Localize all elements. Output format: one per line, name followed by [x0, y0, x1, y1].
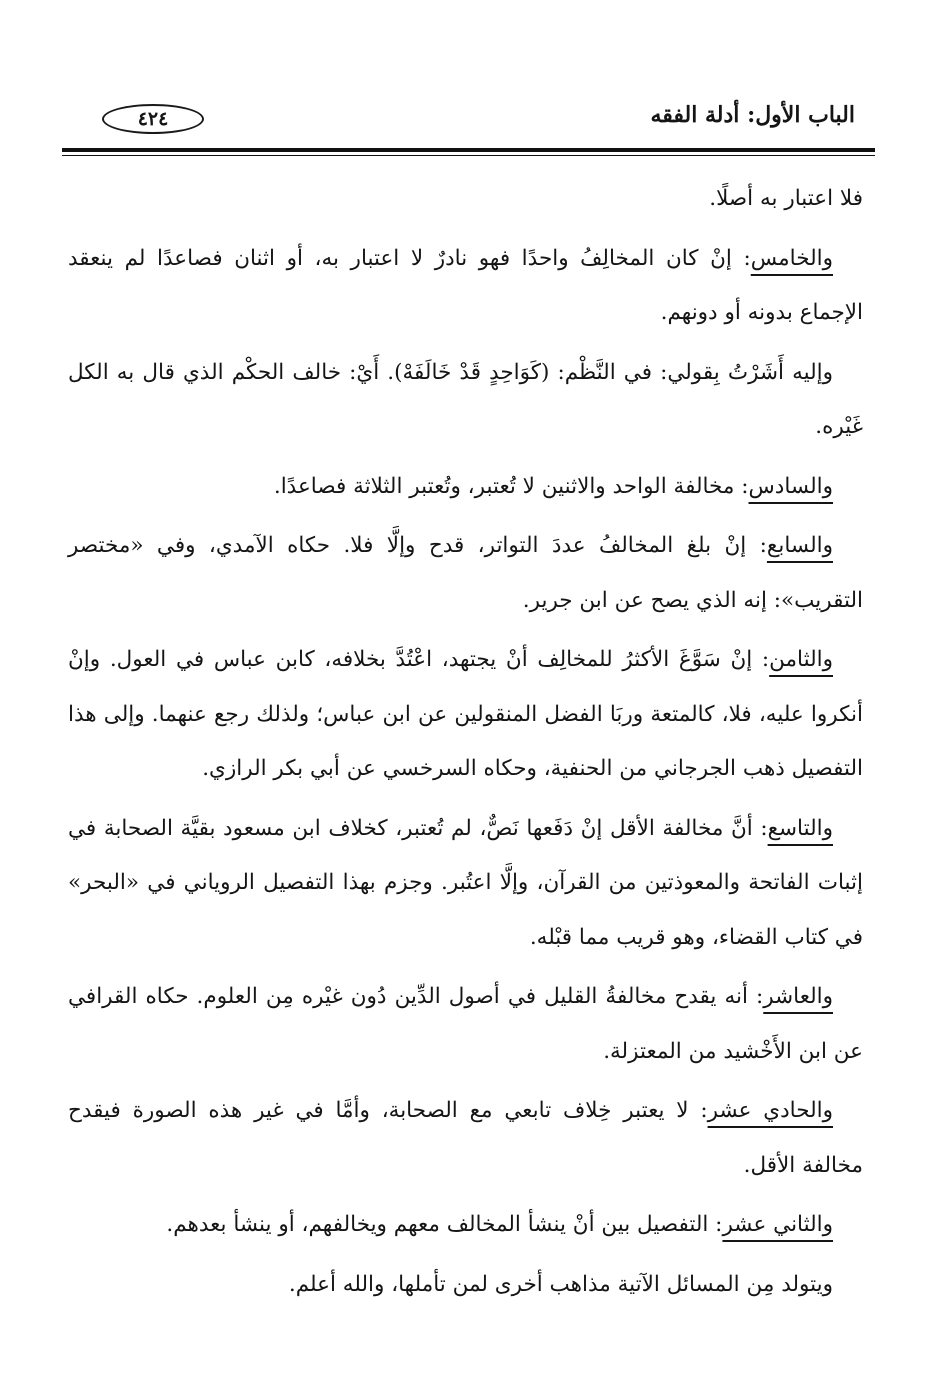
paragraph-text: ويتولد مِن المسائل الآتية مذاهب أخرى لمن تأملها، والله أعلم.	[288, 1271, 833, 1297]
paragraph	[98, 1258, 833, 1313]
paragraph-text: : أنَّ مخالفة الأقل إنْ دَفَعها نَصٌّ، لم تُعتبر، كخلاف ابن مسعود بقيَّة الصحابة في إثبات الفاتحة والمعوذتين من القرآن، وإلَّا اعتُبر. وجزم بهذا التفصيل الروياني في «البحر» في كتاب القضاء، وهو قريب مما قبْله.	[68, 815, 863, 950]
paragraph-text: : التفصيل بين أنْ ينشأ المخالف معهم ويخالفهم، أو ينشأ بعدهم.	[166, 1212, 723, 1237]
paragraph-text: وإليه أَشَرْتُ بِقولي: في النَّظْم: (كَوَاحِدٍ قَدْ خَالَفَهْ). أَيْ: خالف الحكْم الذي قال به الكل غَيْره.	[68, 359, 863, 439]
paragraph-text: : مخالفة الواحد والاثنين لا تُعتبر، وتُعتبر الثلاثة فصاعدًا.	[273, 473, 749, 499]
section-label: والحادي عشر	[707, 1098, 834, 1123]
paragraph	[98, 1198, 833, 1253]
running-header	[62, 96, 875, 142]
page-number: ٤٢٤	[102, 104, 204, 134]
paragraph-text: : إنْ سَوَّغَ الأكثرُ للمخالِف أنْ يجتهد، اعْتُدَّ بخلافه، كابن عباس في العول. وإنْ أنكروا عليه، فلا، كالمتعة وربَا الفضل المنقولين عن ابن عباس؛ ولذلك رجع عنهما. وإلى هذا التفصيل ذهب الجرجاني من الحنفية، وحكاه السرخسي عن أبي بكر الرازي.	[68, 647, 863, 781]
section-label: والثاني عشر	[722, 1212, 833, 1237]
section-label: والثامن	[769, 647, 833, 672]
section-label: والخامس	[750, 245, 833, 271]
paragraph	[68, 802, 863, 966]
paragraph-text: : إنْ كان المخالِفُ واحدًا فهو نادرٌ لا اعتبار به، أو اثنان فصاعدًا لم ينعقد الإجماع بدونه أو دونهم.	[68, 245, 863, 325]
paragraph	[68, 1084, 863, 1193]
paragraph	[68, 460, 863, 515]
paragraph	[68, 232, 863, 341]
page-body	[68, 172, 863, 1317]
section-label: والتاسع	[767, 815, 833, 841]
section-label: والسابع	[766, 533, 833, 558]
paragraph	[68, 519, 863, 628]
header-rule-thick	[62, 148, 875, 152]
paragraph	[68, 346, 863, 455]
paragraph-text: فلا اعتبار به أصلًا.	[709, 186, 863, 211]
section-label: والسادس	[748, 473, 833, 499]
paragraph	[68, 633, 863, 797]
paragraph	[68, 172, 863, 227]
paragraph-text: : أنه يقدح مخالفةُ القليل في أصول الدِّين دُون غيْره مِن العلوم. حكاه القرافي عن ابن الأَخْشيد من المعتزلة.	[68, 984, 863, 1064]
paragraph	[68, 970, 863, 1079]
chapter-title: الباب الأول: أدلة الفقه	[650, 102, 855, 128]
header-rule-thin	[62, 155, 875, 156]
section-label: والعاشر	[763, 984, 833, 1009]
paragraph-text: : إنْ بلغ المخالفُ عددَ التواتر، قدح وإلَّا فلا. حكاه الآمدي، وفي «مختصر التقريب»: إنه الذي يصح عن ابن جرير.	[68, 533, 863, 613]
paragraph-text: : لا يعتبر خِلاف تابعي مع الصحابة، وأمَّا في غير هذه الصورة فيقدح مخالفة الأقل.	[68, 1098, 863, 1178]
